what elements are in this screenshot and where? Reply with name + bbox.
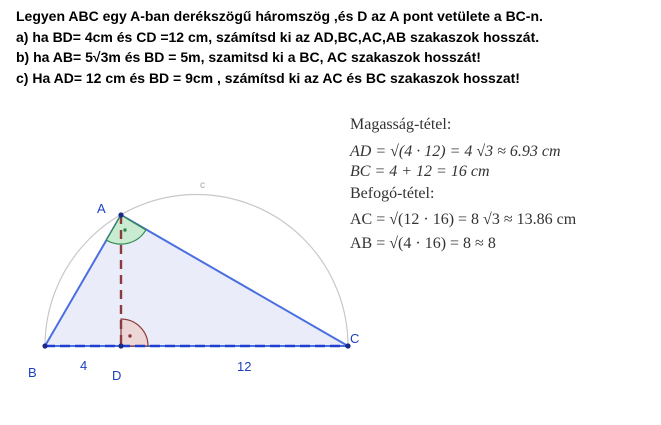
formula-ab: AB = √(4 · 16) = 8 ≈ 8 (350, 235, 496, 252)
segment-dc-length: 12 (237, 359, 252, 374)
point-d (118, 343, 123, 348)
problem-line-b: b) ha AB= 5√3m és BD = 5m, szamitsd ki a BC, AC szakaszok hosszát! (16, 49, 481, 65)
segment-bd-length: 4 (80, 358, 88, 373)
label-c: C (350, 331, 360, 346)
heading-leg-theorem: Befogó-tétel: (350, 185, 435, 202)
point-b (42, 343, 47, 348)
angle-marker-a-dot (123, 228, 126, 231)
problem-line-a: a) ha BD= 4cm és CD =12 cm, számítsd ki az AD,BC,AC,AB szakaszok hosszát. (16, 28, 540, 45)
arc-label: c (200, 180, 205, 191)
label-a: A (97, 201, 106, 216)
label-b: B (28, 365, 37, 380)
formula-bc: BC = 4 + 12 = 16 cm (350, 163, 490, 180)
problem-line-c: c) Ha AD= 12 cm és BD = 9cm , számítsd ki az AC és BC szakaszok hosszat! (16, 69, 520, 86)
angle-marker-d-dot (128, 334, 131, 337)
point-a (118, 212, 123, 217)
triangle-abc (45, 215, 348, 346)
formula-ad: AD = √(4 · 12) = 4 √3 ≈ 6.93 cm (350, 143, 561, 160)
heading-altitude-theorem: Magasság-tétel: (350, 116, 452, 133)
formula-ac: AC = √(12 · 16) = 8 √3 ≈ 13.86 cm (350, 211, 577, 228)
label-d: D (112, 368, 122, 383)
problem-line-intro: Legyen ABC egy A-ban derékszögű háromszög ,és D az A pont vetülete a BC-n. (16, 8, 543, 24)
